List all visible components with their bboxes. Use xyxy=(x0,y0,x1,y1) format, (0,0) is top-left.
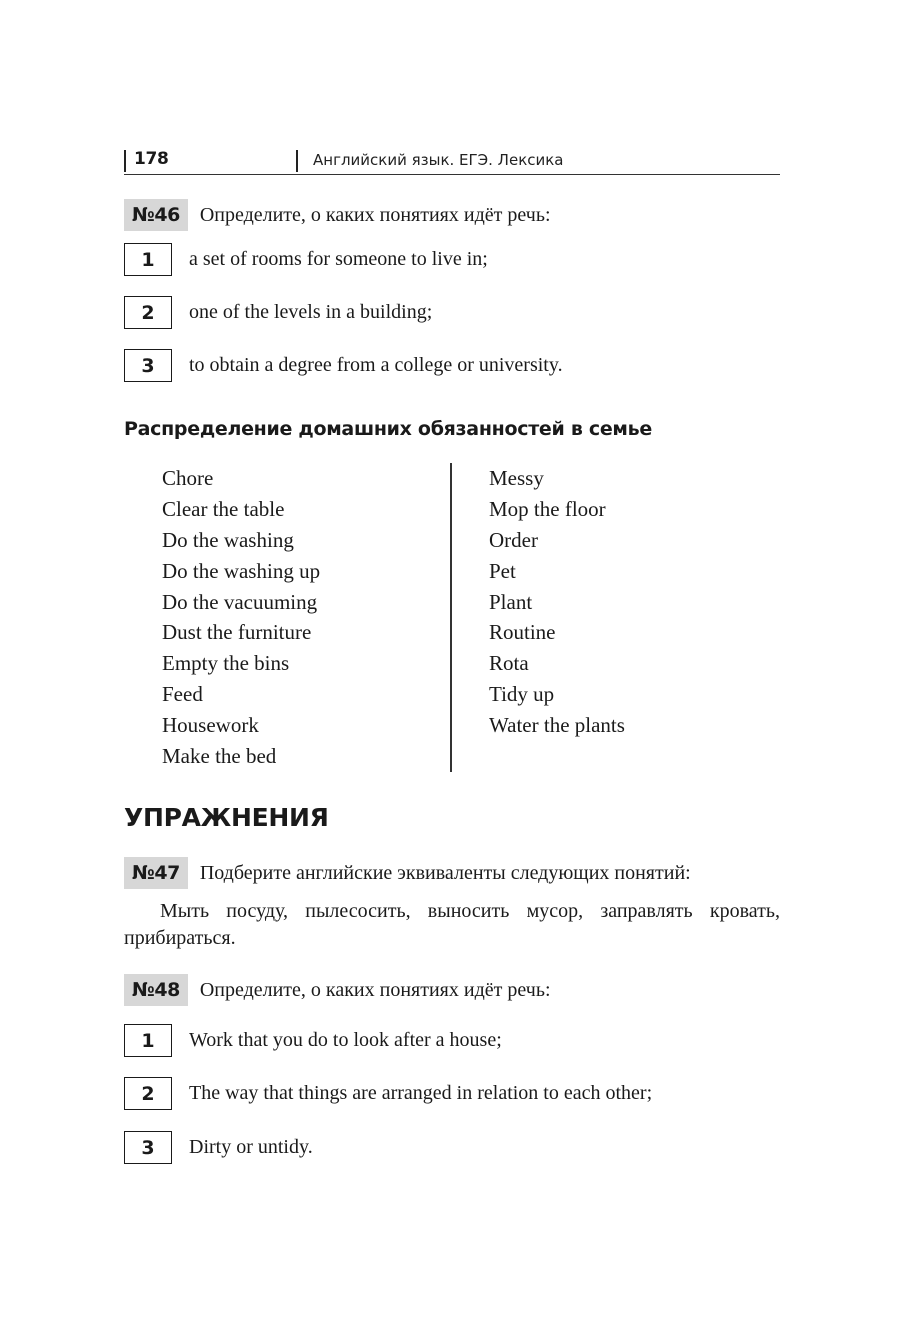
vocab-item: Rota xyxy=(489,651,529,676)
vocab-left-column xyxy=(162,463,320,772)
task-48-badge: №48 xyxy=(124,974,188,1006)
item-text: a set of rooms for someone to live in; xyxy=(189,248,488,270)
vocab-item: Housework xyxy=(162,713,259,738)
vocab-item: Messy xyxy=(489,466,544,490)
vocab-item: Feed xyxy=(162,682,203,707)
task-46-item-2 xyxy=(124,296,432,329)
item-text: The way that things are arranged in relation to each other; xyxy=(189,1082,653,1104)
vocab-item: Make the bed xyxy=(162,744,277,769)
task-48-header xyxy=(124,975,551,1005)
vocab-item: Do the vacuuming xyxy=(162,589,318,614)
item-text: one of the levels in a building; xyxy=(189,301,433,323)
task-46-badge: №46 xyxy=(124,199,188,231)
exercises-title: УПРАЖНЕНИЯ xyxy=(124,803,329,832)
vocab-item: Tidy up xyxy=(489,682,555,707)
task-48-item-3 xyxy=(124,1131,313,1164)
vocab-item: Mop the floor xyxy=(489,496,606,521)
running-title: Английский язык. ЕГЭ. Лексика xyxy=(313,151,564,169)
item-text: Work that you do to look after a house; xyxy=(189,1029,502,1051)
task-46-header xyxy=(124,200,551,230)
item-number-box: 2 xyxy=(124,1077,172,1110)
item-number-box: 3 xyxy=(124,1131,172,1164)
vocab-item: Do the washing xyxy=(162,527,294,552)
task-47-paragraph: Мыть посуду, пылесосить, выносить мусор, заправлять кровать, прибираться. xyxy=(124,900,780,949)
task-46-item-1 xyxy=(124,243,488,276)
task-47-instruction: Подберите английские эквиваленты следующих понятий: xyxy=(199,861,691,884)
item-text: to obtain a degree from a college or university. xyxy=(189,354,563,376)
item-number-box: 2 xyxy=(124,296,172,329)
vocab-item: Do the washing up xyxy=(162,558,321,583)
vocab-section-title: Распределение домашних обязанностей в семье xyxy=(124,418,652,440)
header-separator xyxy=(296,150,298,172)
task-48-instruction: Определите, о каких понятиях идёт речь: xyxy=(199,978,551,1001)
column-divider xyxy=(450,463,452,772)
item-number-box: 1 xyxy=(124,1024,172,1057)
item-number-box: 1 xyxy=(124,243,172,276)
vocab-item: Water the plants xyxy=(489,713,625,738)
vocab-item: Plant xyxy=(489,589,533,614)
item-text: Dirty or untidy. xyxy=(189,1136,313,1158)
task-48-item-1 xyxy=(124,1024,502,1057)
vocab-right-column xyxy=(489,463,625,741)
vocab-item: Clear the table xyxy=(162,496,285,521)
running-header xyxy=(124,146,780,175)
page-number-bar xyxy=(124,150,126,172)
task-46-instruction: Определите, о каких понятиях идёт речь: xyxy=(199,203,551,226)
page-number: 178 xyxy=(134,149,169,169)
task-47-badge: №47 xyxy=(124,857,188,889)
vocab-item: Empty the bins xyxy=(162,651,290,676)
vocab-item: Order xyxy=(489,527,538,552)
vocab-item: Pet xyxy=(489,558,516,583)
vocab-item: Routine xyxy=(489,620,556,645)
vocab-item: Chore xyxy=(162,466,214,490)
task-48-item-2 xyxy=(124,1077,652,1110)
item-number-box: 3 xyxy=(124,349,172,382)
vocab-item: Dust the furniture xyxy=(162,620,312,645)
task-46-item-3 xyxy=(124,349,563,382)
task-47-header xyxy=(124,858,691,888)
